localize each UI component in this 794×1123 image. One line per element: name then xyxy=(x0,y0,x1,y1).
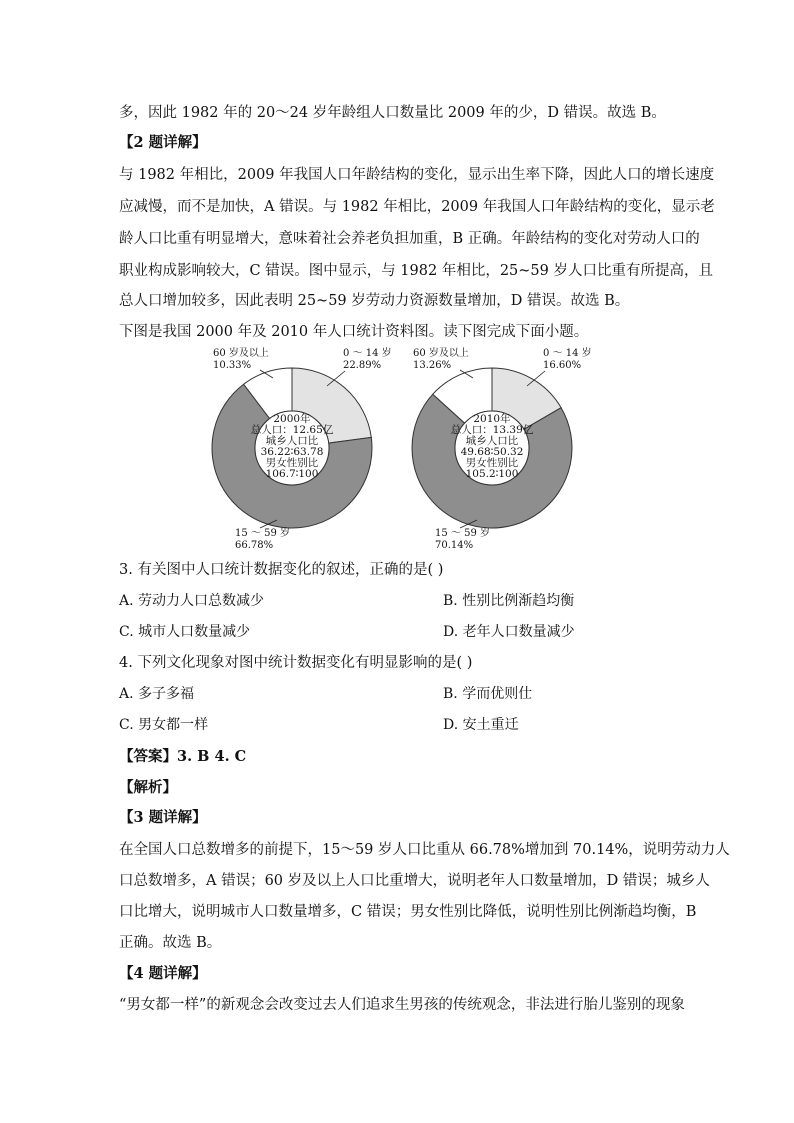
pie-chart-2000 xyxy=(205,340,395,559)
label-60-plus: 60 岁及以上 xyxy=(413,348,469,359)
center-text: 总人口：12.65亿 xyxy=(250,424,334,436)
q4-option-b: B. 学而优则仕 xyxy=(443,686,533,702)
q3-option-a: A. 劳动力人口总数减少 xyxy=(119,593,265,609)
center-text: 男女性别比 xyxy=(465,457,519,469)
label-0-14: 0 ～ 14 岁 xyxy=(343,348,392,359)
paragraph-line: 职业构成影响较大，C 错误。图中显示，与 1982 年相比，25~59 岁人口比重有所提高，且 xyxy=(119,263,713,279)
label-15-59: 15 ～ 59 岁 xyxy=(435,528,490,539)
q4-option-d: D. 安土重迁 xyxy=(443,717,519,733)
center-text: 2010年 xyxy=(473,413,511,425)
analysis-heading: 【解析】 xyxy=(119,779,177,796)
paragraph-line: 与 1982 年相比，2009 年我国人口年龄结构的变化，显示出生率下降，因此人口的增长速度 xyxy=(119,167,715,183)
label-60-plus-value: 13.26% xyxy=(413,360,452,371)
question-3-stem: 3. 有关图中人口统计数据变化的叙述，正确的是( ) xyxy=(119,562,444,578)
paragraph-line: 口总数增多，A 错误；60 岁及以上人口比重增大，说明老年人口数量增加，D 错误；城乡人 xyxy=(119,873,710,889)
paragraph-line: 龄人口比重有明显增大，意味着社会养老负担加重，B 正确。年龄结构的变化对劳动人口的 xyxy=(119,231,700,247)
q3-option-d: D. 老年人口数量减少 xyxy=(443,624,575,640)
question-4-stem: 4. 下列文化现象对图中统计数据变化有明显影响的是( ) xyxy=(119,655,473,671)
label-15-59: 15 ～ 59 岁 xyxy=(235,528,290,539)
q3-option-c: C. 城市人口数量减少 xyxy=(119,624,251,640)
q4-option-c: C. 男女都一样 xyxy=(119,717,209,733)
paragraph-line: 正确。故选 B。 xyxy=(119,935,222,951)
center-text: 城乡人口比 xyxy=(265,435,319,447)
q4-option-a: A. 多子多福 xyxy=(119,686,195,702)
center-text: 106.7∶100 xyxy=(265,468,319,480)
label-0-14: 0 ～ 14 岁 xyxy=(543,348,592,359)
center-text: 男女性别比 xyxy=(265,457,319,469)
pie-chart-2010-svg xyxy=(405,340,595,555)
paragraph-line: “男女都一样”的新观念会改变过去人们追求生男孩的传统观念，非法进行胎儿鉴别的现象 xyxy=(119,997,685,1013)
paragraph-line: 总人口增加较多，因此表明 25~59 岁劳动力资源数量增加，D 错误。故选 B。 xyxy=(119,293,630,309)
paragraph-line: 多，因此 1982 年的 20～24 岁年龄组人口数量比 2009 年的少，D 错误。故选 B。 xyxy=(119,105,666,121)
section-heading: 【3 题详解】 xyxy=(119,809,207,826)
section-heading: 【2 题详解】 xyxy=(119,134,207,151)
label-60-plus-value: 10.33% xyxy=(213,360,252,371)
paragraph-line: 口比增大，说明城市人口数量增多，C 错误；男女性别比降低，说明性别比例渐趋均衡，B xyxy=(119,904,697,920)
pie-chart-2010 xyxy=(405,340,595,559)
label-0-14-value: 22.89% xyxy=(343,360,382,371)
center-text: 105.2∶100 xyxy=(465,468,519,480)
center-text: 城乡人口比 xyxy=(465,435,519,447)
center-text: 36.22∶63.78 xyxy=(260,446,324,458)
label-15-59-value: 66.78% xyxy=(235,540,274,551)
section-heading: 【4 题详解】 xyxy=(119,965,207,982)
paragraph-line: 下图是我国 2000 年及 2010 年人口统计资料图。读下图完成下面小题。 xyxy=(119,324,589,340)
paragraph-line: 应减慢，而不是加快，A 错误。与 1982 年相比，2009 年我国人口年龄结构的变化，显示老 xyxy=(119,199,715,215)
paragraph-line: 在全国人口总数增多的前提下，15～59 岁人口比重从 66.78%增加到 70.14%，说明劳动力人 xyxy=(119,842,730,858)
center-text: 49.68∶50.32 xyxy=(460,446,524,458)
label-60-plus: 60 岁及以上 xyxy=(213,348,269,359)
label-0-14-value: 16.60% xyxy=(543,360,582,371)
pie-chart-2000-svg xyxy=(205,340,395,555)
center-text: 2000年 xyxy=(273,413,311,425)
label-15-59-value: 70.14% xyxy=(435,540,474,551)
center-text: 总人口：13.39亿 xyxy=(450,424,534,436)
q3-option-b: B. 性别比例渐趋均衡 xyxy=(443,593,575,609)
answer-line: 【答案】3. B 4. C xyxy=(119,748,247,765)
